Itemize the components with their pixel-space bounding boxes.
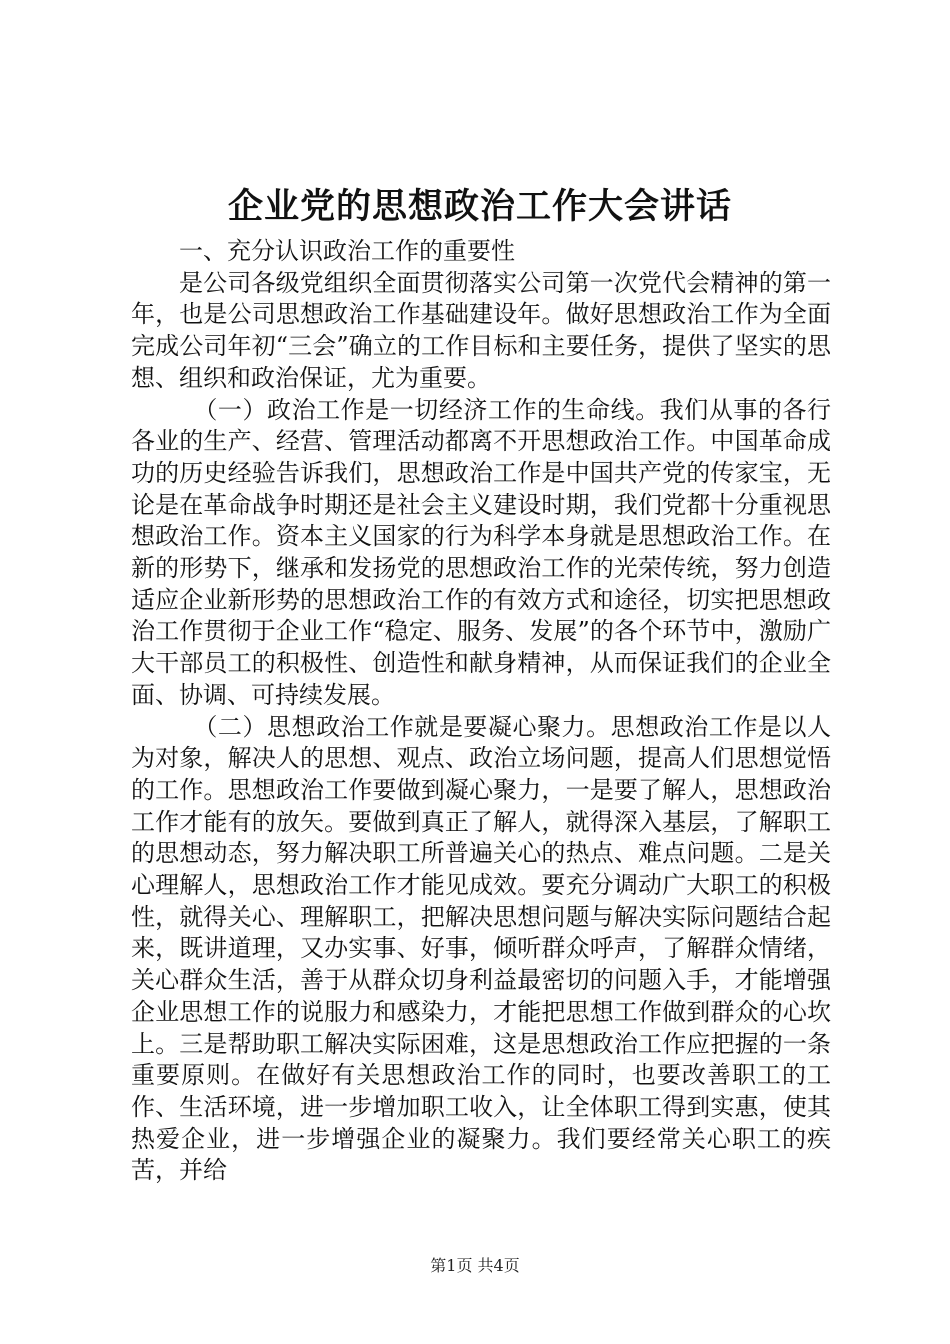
paragraph-subsection-2: （二）思想政治工作就是要凝心聚力。思想政治工作是以人为对象，解决人的思想、观点、政治立场问题，提高人们思想觉悟的工作。思想政治工作要做到凝心聚力，一是要了解人，思想政治工作才能有的放矢。要做到真正了解人，就得深入基层，了解职工的思想动态，努力解决职工所普遍关心的热点、难点问题。二是关心理解人，思想政治工作才能见成效。要充分调动广大职工的积极性，就得关心、理解职工，把解决思想问题与解决实际问题结合起来，既讲道理，又办实事、好事，倾听群众呼声，了解群众情绪，关心群众生活，善于从群众切身利益最密切的问题入手，才能增强企业思想工作的说服力和感染力，才能把思想工作做到群众的心坎上。三是帮助职工解决实际困难，这是思想政治工作应把握的一条重要原则。在做好有关思想政治工作的同时，也要改善职工的工作、生活环境，进一步增加职工收入，让全体职工得到实惠，使其热爱企业，进一步增强企业的凝聚力。我们要经常关心职工的疾苦，并给 xyxy=(131,712,831,1185)
document-body xyxy=(131,236,831,1187)
paragraph-intro: 是公司各级党组织全面贯彻落实公司第一次党代会精神的第一年，也是公司思想政治工作基础建设年。做好思想政治工作为全面完成公司年初“三会”确立的工作目标和主要任务，提供了坚实的思想、组织和政治保证，尤为重要。 xyxy=(131,268,831,392)
document-title: 企业党的思想政治工作大会讲话 xyxy=(227,186,732,227)
paragraph-subsection-1: （一）政治工作是一切经济工作的生命线。我们从事的各行各业的生产、经营、管理活动都离不开思想政治工作。中国革命成功的历史经验告诉我们，思想政治工作是中国共产党的传家宝，无论是在革命战争时期还是社会主义建设时期，我们党都十分重视思想政治工作。资本主义国家的行为科学本身就是思想政治工作。在新的形势下，继承和发扬党的思想政治工作的光荣传统，努力创造适应企业新形势的思想政治工作的有效方式和途径，切实把思想政治工作贯彻于企业工作“稳定、服务、发展”的各个环节中，激励广大干部员工的积极性、创造性和献身精神，从而保证我们的企业全面、协调、可持续发展。 xyxy=(131,395,831,709)
page-footer: 第1页 共4页 xyxy=(430,1256,520,1275)
section-heading: 一、充分认识政治工作的重要性 xyxy=(179,237,515,265)
